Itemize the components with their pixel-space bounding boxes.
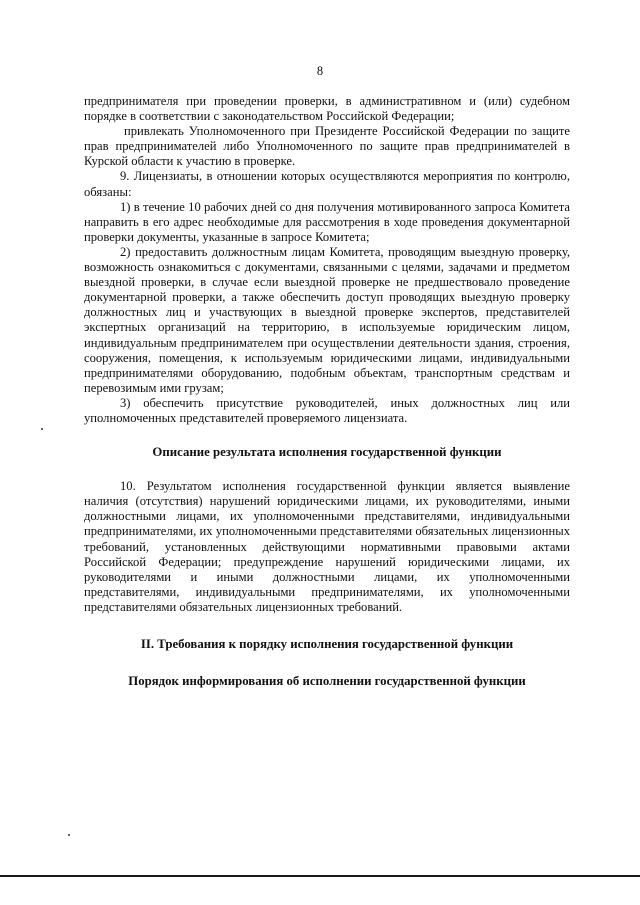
paragraph-obligation-1: 1) в течение 10 рабочих дней со дня получения мотивированного запроса Комитета направить в его адрес необходимые для рассмотрения в ходе проведения документарной проверки документы, указанные в запросе Комитета; [84,199,570,244]
heading-section-2: II. Требования к порядку исполнения государственной функции [140,637,514,651]
document-body [84,94,570,689]
paragraph-obligation-2: 2) предоставить должностным лицам Комитета, проводящим выездную проверку, возможность ознакомиться с документами, связанными с целями, задачами и предметом выездной проверки, в случае если выездной проверке не предшествовало проведение документарной проверки, а также обеспечить доступ проводящих выездную проверку должностных лиц и участвующих в выездной проверке экспертов, представителей экспертных организаций на территорию, в используемые юридическим лицом, индивидуальным предпринимателем при осуществлении деятельности здания, строения, сооружения, помещения, к используемым юридическими лицами, индивидуальными предпринимателями оборудованию, подобным объектам, транспортным средствам и перевозимым ими грузам; [84,244,570,395]
paragraph-obligation-3: 3) обеспечить присутствие руководителей, иных должностных лиц или уполномоченных представителей проверяемого лицензиата. [84,395,570,425]
heading-informing-procedure: Порядок информирования об исполнении государственной функции [128,674,526,689]
paragraph-item-10: 10. Результатом исполнения государственной функции является выявление наличия (отсутствия) нарушений юридическими лицами, их руководителями, иными должностными лицами, их уполномоченными представителями, индивидуальными предпринимателями, их уполномоченными представителями обязательных лицензионных требований, установленных действующими нормативными правовыми актами Российской Федерации; предупреждение нарушений юридическими лицами, их руководителями и иными должностными лицами, их уполномоченными представителями, индивидуальными предпринимателями, их уполномоченными представителями обязательных лицензионных требований. [84,479,570,614]
paragraph-involve-ombudsman: привлекать Уполномоченного при Президенте Российской Федерации по защите прав предпринимателей либо Уполномоченного по защите прав предпринимателей в Курской области к участию в проверке. [84,124,570,169]
scan-bottom-edge [0,875,640,877]
paragraph-continuation: предпринимателя при проведении проверки, в административном и (или) судебном порядке в соответствии с законодательством Российской Федерации; [84,94,570,124]
scan-speck [41,428,43,430]
page-number: 8 [316,64,324,78]
heading-result-description: Описание результата исполнения государственной функции [152,445,502,460]
paragraph-item-9: 9. Лицензиаты, в отношении которых осуществляются мероприятия по контролю, обязаны: [84,169,570,199]
scan-speck [68,834,70,836]
